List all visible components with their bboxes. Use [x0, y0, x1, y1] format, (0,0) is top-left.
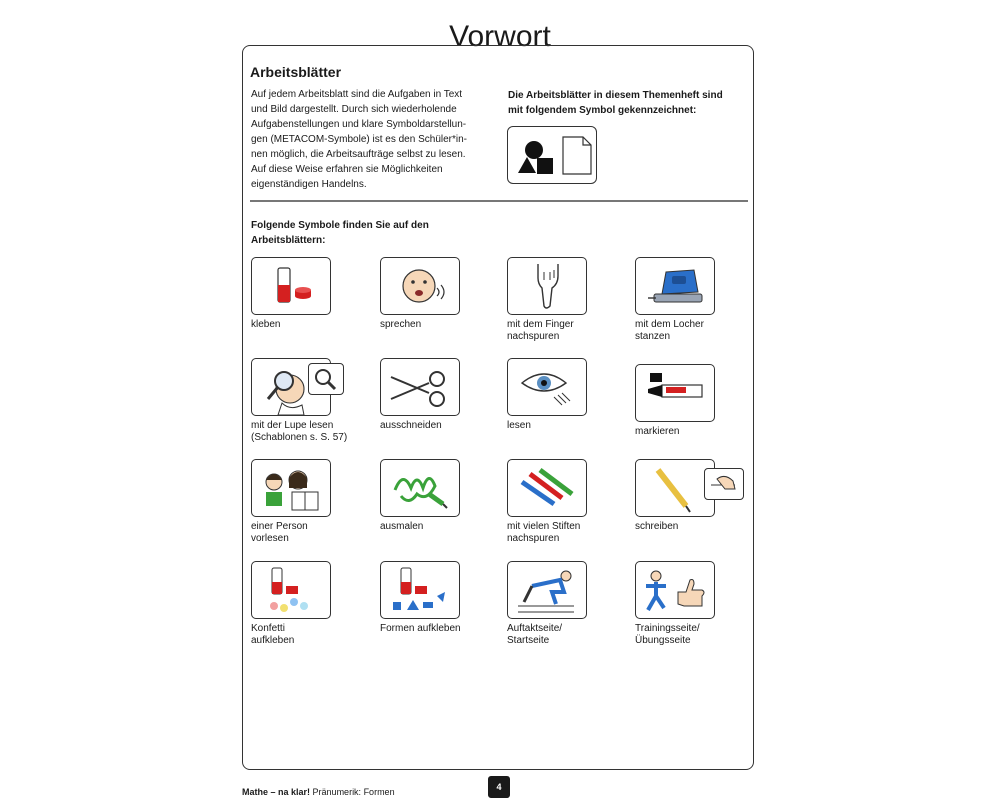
symbol-box [251, 257, 331, 315]
page-number: 4 [488, 776, 510, 798]
training-thumbs-up-icon [636, 562, 716, 620]
sprinter-start-icon [508, 562, 588, 620]
coloring-scribble-icon [381, 460, 461, 518]
eye-icon [508, 359, 588, 417]
shapes-document-icon [508, 127, 598, 185]
symbol-label: Konfetti aufkleben [251, 623, 295, 646]
symbol-label: Trainingsseite/ Übungsseite [635, 623, 700, 646]
page-title: Vorwort [449, 20, 551, 54]
symbol-label: mit dem Locher stanzen [635, 319, 704, 342]
speaking-face-icon [381, 258, 461, 316]
section-divider [250, 200, 748, 202]
intro-line: und Bild dargestellt. Durch sich wiederholende [251, 104, 457, 115]
symbol-item-locher [635, 257, 763, 343]
symbol-item-kleben [251, 257, 379, 331]
magnifier-icon [308, 363, 344, 395]
worksheet-symbol-note: Die Arbeitsblätter in diesem Themenheft sind mit folgendem Symbol gekennzeichnet: [508, 90, 723, 116]
symbol-item-ausmalen [380, 459, 508, 533]
finger-tracing-icon [508, 258, 588, 316]
symbol-label: mit dem Finger nachspuren [507, 319, 574, 342]
symbols-heading: Folgende Symbole finden Sie auf den Arbeitsblättern: [251, 220, 429, 246]
intro-line: gen (METACOM-Symbole) ist es den Schüler*in- [251, 134, 467, 145]
symbol-label: markieren [635, 426, 680, 437]
symbol-label: mit der Lupe lesen (Schablonen s. S. 57) [251, 420, 348, 443]
reading-aloud-icon [252, 460, 332, 518]
symbol-item-sprechen [380, 257, 508, 331]
worksheet-symbol [507, 126, 597, 184]
symbol-item-finger [507, 257, 635, 343]
symbol-box [635, 364, 715, 422]
symbol-box [251, 459, 331, 517]
symbol-item-formen-aufkleben [380, 561, 508, 635]
symbol-label: lesen [507, 420, 531, 431]
intro-paragraph [251, 87, 491, 192]
section-heading: Arbeitsblätter [250, 64, 342, 80]
highlighter-icon [636, 365, 716, 423]
symbol-box [380, 257, 460, 315]
symbol-label: schreiben [635, 521, 679, 532]
symbol-item-stifte [507, 459, 635, 545]
symbol-item-lupe [251, 358, 379, 444]
footer-subtitle: Pränumerik: Formen [312, 787, 395, 797]
colored-pencils-icon [508, 460, 588, 518]
intro-line: Aufgabenstellungen und klare Symboldarstellun- [251, 119, 467, 130]
intro-line: Auf diese Weise erfahren sie Möglichkeiten [251, 164, 443, 175]
symbol-label: ausschneiden [380, 420, 442, 431]
symbol-item-auftakt [507, 561, 635, 647]
symbol-box [635, 459, 715, 517]
symbol-box [507, 459, 587, 517]
footer-brand: Mathe – na klar! Pränumerik: Formen [242, 787, 395, 797]
symbol-label: sprechen [380, 319, 422, 330]
symbol-item-lesen [507, 358, 635, 432]
glue-shapes-icon [381, 562, 461, 620]
symbol-item-training [635, 561, 763, 647]
symbol-box [507, 358, 587, 416]
hole-punch-icon [636, 258, 716, 316]
symbol-item-markieren [635, 364, 763, 438]
writing-hand-icon [704, 468, 744, 500]
symbol-box [251, 358, 331, 416]
symbol-item-konfetti [251, 561, 379, 647]
symbol-item-vorlesen [251, 459, 379, 545]
symbol-label: Auftaktseite/ Startseite [507, 623, 563, 646]
symbol-item-ausschneiden [380, 358, 508, 432]
symbol-label: einer Person vorlesen [251, 521, 308, 544]
symbol-box [507, 257, 587, 315]
glue-stick-icon [252, 258, 332, 316]
symbol-box [507, 561, 587, 619]
symbol-label: Formen aufkleben [380, 623, 461, 634]
intro-line: eigenständigen Handelns. [251, 179, 367, 190]
symbol-label: mit vielen Stiften nachspuren [507, 521, 581, 544]
intro-line: Auf jedem Arbeitsblatt sind die Aufgaben in Text [251, 89, 463, 100]
symbol-box [251, 561, 331, 619]
symbol-box [380, 358, 460, 416]
glue-confetti-icon [252, 562, 332, 620]
symbol-box [635, 561, 715, 619]
symbol-box [380, 561, 460, 619]
intro-line: nen möglich, die Arbeitsaufträge selbst zu lesen. [251, 149, 466, 160]
symbol-label: kleben [251, 319, 281, 330]
symbol-box [380, 459, 460, 517]
symbol-item-schreiben [635, 459, 763, 533]
symbol-box [635, 257, 715, 315]
symbol-label: ausmalen [380, 521, 424, 532]
scissors-icon [381, 359, 461, 417]
